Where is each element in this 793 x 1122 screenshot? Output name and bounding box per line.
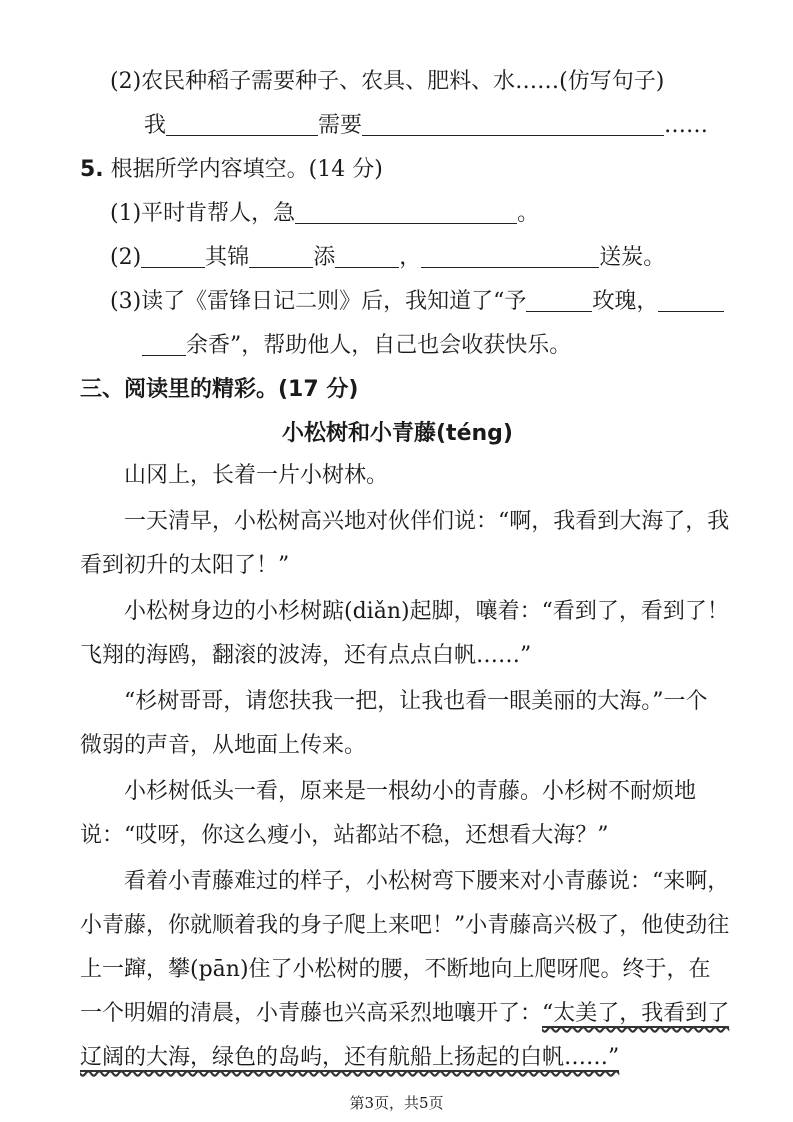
q5-heading-text: 根据所学内容填空。(14 分) xyxy=(110,157,383,182)
section-3-heading: 三、阅读里的精彩。(17 分) xyxy=(80,377,359,402)
q5-heading xyxy=(80,156,383,184)
story-paragraph-6-line-4 xyxy=(80,1000,729,1028)
story-paragraph-6-line-1: 看着小青藤难过的样子，小松树弯下腰来对小青藤说：“来啊， xyxy=(124,869,730,894)
story-paragraph-4-line-2: 微弱的声音，从地面上传来。 xyxy=(80,733,367,758)
q5-item2-blank-2[interactable] xyxy=(249,245,313,268)
story-paragraph-6-line-5 xyxy=(80,1044,619,1072)
q4-item-2: (2)农民种稻子需要种子、农具、肥料、水……(仿写句子) xyxy=(110,69,665,94)
q5-item3-c: 余香”，帮助他人，自己也会收获快乐。 xyxy=(186,333,572,358)
q4-blank-1[interactable] xyxy=(166,113,318,136)
q5-item1-blank[interactable] xyxy=(295,201,517,224)
q5-item3-b: 玫瑰， xyxy=(592,289,659,314)
story-paragraph-3-line-2: 飞翔的海鸥，翻滚的波涛，还有点点白帆……” xyxy=(80,643,532,668)
q5-item2-d: ， xyxy=(399,245,422,270)
q5-item3-blank-2[interactable] xyxy=(658,289,724,312)
story-paragraph-2-line-2: 看到初升的太阳了！” xyxy=(80,553,290,578)
story-paragraph-5-line-2: 说：“哎呀，你这么瘦小，站都站不稳，还想看大海？” xyxy=(80,823,609,848)
q5-item2-e: 送炭。 xyxy=(599,245,666,270)
q4-fill-start: 我 xyxy=(144,113,167,138)
q5-item-3-line-1 xyxy=(110,288,724,316)
q5-item3-blank-1[interactable] xyxy=(526,289,592,312)
q5-item1-text: (1)平时肯帮人，急 xyxy=(110,201,296,226)
q5-item2-blank-1[interactable] xyxy=(141,245,205,268)
story-paragraph-2-line-1: 一天清早，小松树高兴地对伙伴们说：“啊，我看到大海了，我 xyxy=(124,509,730,534)
q4-fill-line xyxy=(144,112,708,140)
story-paragraph-3-line-1: 小松树身边的小杉树踮(diǎn)起脚，嚷着：“看到了，看到了！ xyxy=(124,599,729,624)
story-paragraph-1: 山冈上，长着一片小树林。 xyxy=(124,463,389,488)
page-number-footer: 第3页，共5页 xyxy=(349,1094,444,1112)
q4-fill-mid: 需要 xyxy=(318,113,363,138)
q5-number: 5. xyxy=(80,157,104,182)
story-p6-line4-plain: 一个明媚的清晨，小青藤也兴高采烈地嚷开了： xyxy=(80,1001,543,1026)
q5-item-2 xyxy=(110,244,665,272)
story-p6-line4-underlined: “太美了，我看到了 xyxy=(542,1001,730,1026)
story-paragraph-4-line-1: “杉树哥哥，请您扶我一把，让我也看一眼美丽的大海。”一个 xyxy=(124,689,708,714)
q5-item2-b: 其锦 xyxy=(205,245,250,270)
q5-item3-blank-3[interactable] xyxy=(142,333,186,356)
story-paragraph-6-line-3: 上一蹿，攀(pān)住了小松树的腰，不断地向上爬呀爬。终于，在 xyxy=(80,957,711,982)
q4-fill-end: …… xyxy=(664,113,709,138)
q5-item3-a: (3)读了《雷锋日记二则》后，我知道了“予 xyxy=(110,289,527,314)
story-p6-line5-underlined: 辽阔的大海，绿色的岛屿，还有航船上扬起的白帆……” xyxy=(80,1045,620,1070)
q5-item-3-line-2 xyxy=(142,332,571,360)
story-title: 小松树和小青藤(téng) xyxy=(282,421,513,446)
q5-item1-end: 。 xyxy=(517,201,540,226)
story-paragraph-5-line-1: 小杉树低头一看，原来是一根幼小的青藤。小杉树不耐烦地 xyxy=(124,779,697,804)
q5-item2-blank-3[interactable] xyxy=(335,245,399,268)
q5-item-1 xyxy=(110,200,539,228)
q4-blank-2[interactable] xyxy=(362,113,664,136)
q5-item2-c: 添 xyxy=(313,245,336,270)
story-paragraph-6-line-2: 小青藤，你就顺着我的身子爬上来吧！”小青藤高兴极了，他使劲往 xyxy=(80,913,730,938)
q5-item2-blank-4[interactable] xyxy=(421,245,599,268)
q5-item2-a: (2) xyxy=(110,245,142,270)
